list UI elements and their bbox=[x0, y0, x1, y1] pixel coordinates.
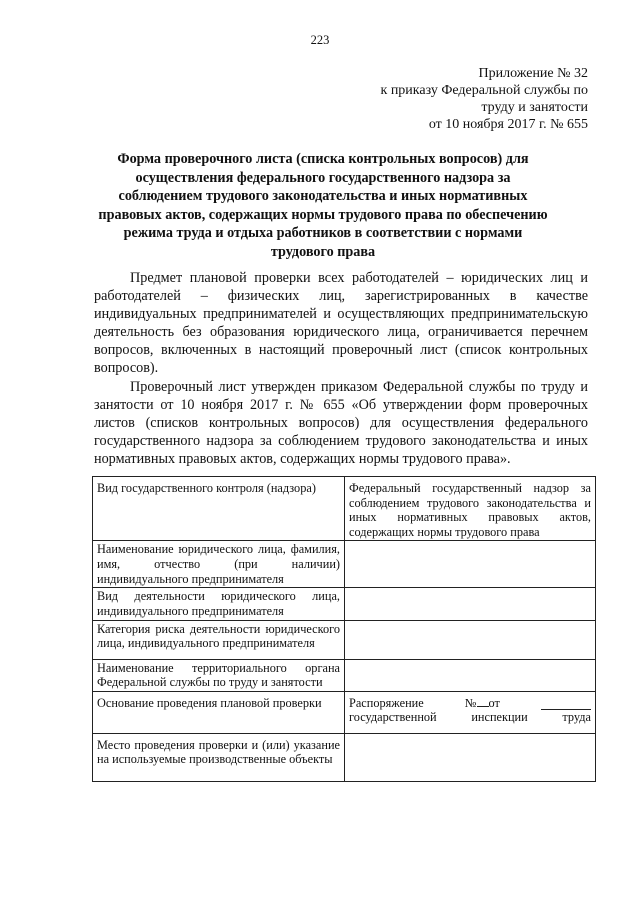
from-word: от bbox=[488, 695, 500, 710]
table-row bbox=[93, 659, 596, 691]
table-row bbox=[93, 691, 596, 733]
number-sign: № bbox=[464, 695, 477, 710]
table-cell-label: Категория риска деятельности юридического лица, индивидуального предпринимателя bbox=[93, 620, 345, 659]
table-cell-value[interactable] bbox=[345, 733, 596, 781]
order-line bbox=[349, 696, 591, 711]
table-cell-label: Основание проведения плановой проверки bbox=[93, 691, 345, 733]
blank-line bbox=[541, 696, 591, 711]
table-cell-label: Наименование территориального органа Федеральной службы по труду и занятости bbox=[93, 659, 345, 691]
order-word: Распоряжение bbox=[349, 695, 424, 710]
table-row bbox=[93, 477, 596, 541]
table-cell-value[interactable] bbox=[345, 541, 596, 588]
appendix-header bbox=[330, 65, 588, 133]
table-cell-value[interactable] bbox=[345, 691, 596, 733]
table-cell-value[interactable] bbox=[345, 588, 596, 620]
document-title: Форма проверочного листа (списка контрольных вопросов) для осуществления федерального государственного надзора за соблюдением трудового законодательства и иных нормативных правовых актов, содержащих нормы трудового права по обеспечению режима труда и отдыха работников в соответствии с нормами трудового права bbox=[98, 151, 548, 260]
appendix-line: Приложение № 32 bbox=[478, 66, 588, 81]
blank-line bbox=[477, 706, 489, 707]
paragraph: Проверочный лист утвержден приказом Федеральной службы по труду и занятости от 10 ноября 2017 г. № 655 «Об утверждении форм проверочных листов (списков контрольных вопросов) для осуществления федерального государственного надзора за соблюдением трудового законодательства и иных нормативных правовых актов, содержащих нормы трудового права». bbox=[94, 378, 588, 467]
appendix-line: от 10 ноября 2017 г. № 655 bbox=[428, 117, 588, 132]
table-cell-label: Место проведения проверки и (или) указание на используемые производственные объекты bbox=[93, 733, 345, 781]
paragraph: Предмет плановой проверки всех работодателей – юридических лиц и работодателей – физических лиц, зарегистрированных в качестве индивидуальных предпринимателей и осуществляющих предпринимательскую деятельность без образования юридического лица, ограничивается перечнем вопросов, включенных в настоящий проверочный лист (список контрольных вопросов). bbox=[94, 270, 588, 377]
table-cell-label: Наименование юридического лица, фамилия, имя, отчество (при наличии) индивидуального предпринимателя bbox=[93, 541, 345, 588]
appendix-line: к приказу Федеральной службы по bbox=[380, 83, 588, 98]
table-cell-value[interactable] bbox=[345, 620, 596, 659]
page-number: 223 bbox=[310, 33, 330, 47]
order-number-group bbox=[465, 696, 500, 711]
inspection-info-table bbox=[92, 476, 596, 782]
document-body bbox=[94, 269, 588, 468]
table-row bbox=[93, 733, 596, 781]
table-row bbox=[93, 541, 596, 588]
appendix-line: труду и занятости bbox=[481, 100, 588, 115]
table-cell-label: Вид государственного контроля (надзора) bbox=[93, 477, 345, 541]
inspection-line: государственной инспекции труда bbox=[349, 710, 591, 725]
table-cell-label: Вид деятельности юридического лица, индивидуального предпринимателя bbox=[93, 588, 345, 620]
table-row bbox=[93, 588, 596, 620]
table-cell-value[interactable] bbox=[345, 659, 596, 691]
table-cell-value: Федеральный государственный надзор за соблюдением трудового законодательства и иных нормативных правовых актов, содержащих нормы трудового права bbox=[345, 477, 596, 541]
table-row bbox=[93, 620, 596, 659]
